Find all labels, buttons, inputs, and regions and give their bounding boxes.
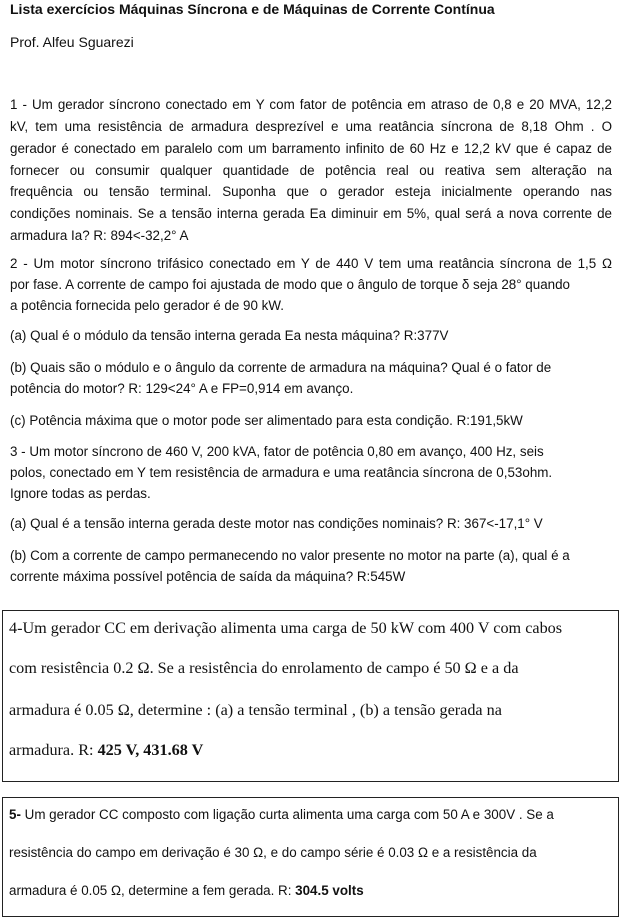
q1-line-4: fornecer ou consumir qualquer quantidade de potência real ou reativa sem alteração na [10, 163, 612, 178]
q4-line-3: armadura é 0.05 Ω, determine : (a) a tensão terminal , (b) a tensão gerada na [9, 701, 502, 719]
q3-part-a: (a) Qual é a tensão interna gerada deste motor nas condições nominais? R: 367<-17,1° V [10, 516, 543, 531]
q2-line-1: 2 - Um motor síncrono trifásico conectado em Y de 440 V tem uma reatância síncrona de 1,5 Ω [10, 256, 612, 271]
q5-line-2: resistência do campo em derivação é 30 Ω, e do campo série é 0.03 Ω e a resistência da [9, 845, 537, 860]
q5-answer: 304.5 volts [295, 883, 364, 898]
q2-part-c: (c) Potência máxima que o motor pode ser alimentado para esta condição. R:191,5kW [10, 413, 523, 428]
q4-line-1: 4-Um gerador CC em derivação alimenta uma carga de 50 kW com 400 V com cabos [9, 619, 563, 637]
q2-part-a: (a) Qual é o módulo da tensão interna gerada Ea nesta máquina? R:377V [10, 328, 449, 343]
q1-line-6: condições nominais. Se a tensão interna gerada Ea diminuir em 5%, qual será a nova corrente de [10, 206, 612, 221]
q5-number: 5- [9, 807, 21, 822]
q4-line-2: com resistência 0.2 Ω. Se a resistência do enrolamento de campo é 50 Ω e a da [9, 659, 519, 677]
q3-line-1: 3 - Um motor síncrono de 460 V, 200 kVA, fator de potência 0,80 em avanço, 400 Hz, seis [10, 444, 544, 459]
q3-part-b-line-1: (b) Com a corrente de campo permanecendo no valor presente no motor na parte (a), qual é a [10, 548, 570, 563]
q5-line-3 [9, 882, 364, 900]
q1-line-5: frequência ou tensão terminal. Suponha que o gerador esteja inicialmente operando nas [10, 184, 612, 199]
q2-part-b-line-1: (b) Quais são o módulo e o ângulo da corrente de armadura na máquina? Qual é o fator de [10, 360, 552, 375]
q2-line-2: por fase. A corrente de campo foi ajustada de modo que o ângulo de torque δ seja 28° quando [10, 277, 570, 292]
q3-part-b-line-2: corrente máxima possível potência de saída da máquina? R:545W [10, 569, 406, 584]
question-5-box [2, 797, 619, 917]
q4-answer: 425 V, 431.68 V [97, 741, 204, 759]
q5-line-1 [9, 806, 554, 824]
author-line: Prof. Alfeu Sguarezi [10, 34, 134, 50]
document-title: Lista exercícios Máquinas Síncrona e de Máquinas de Corrente Contínua [10, 1, 495, 17]
q3-line-3: Ignore todas as perdas. [10, 486, 151, 501]
q3-line-2: polos, conectado em Y tem resistência de armadura e uma reatância síncrona de 0,53ohm. [10, 465, 553, 480]
q5-line-3-prefix: armadura é 0.05 Ω, determine a fem gerada. R: [9, 883, 296, 898]
q1-line-2: kV, tem uma resistência de armadura desprezível e uma reatância síncrona de 8,18 Ohm . O [10, 119, 612, 134]
q1-line-3: gerador é conectado em paralelo com um barramento infinito de 60 Hz e 12,2 kV que é capaz de [10, 141, 612, 156]
q1-line-7: armadura Ia? R: 894<-32,2° A [10, 228, 189, 243]
q2-line-3: a potência fornecida pelo gerador é de 90 kW. [10, 298, 284, 313]
q1-line-1: 1 - Um gerador síncrono conectado em Y com fator de potência em atraso de 0,8 e 20 MVA, 12,2 [10, 97, 612, 112]
q5-line-1-text: Um gerador CC composto com ligação curta alimenta uma carga com 50 A e 300V . Se a [20, 807, 554, 822]
q2-part-b-line-2: potência do motor? R: 129<24° A e FP=0,914 em avanço. [10, 381, 354, 396]
question-4-box [2, 610, 619, 782]
q4-line-4-prefix: armadura. R: [9, 741, 98, 759]
q4-line-4 [9, 741, 203, 759]
